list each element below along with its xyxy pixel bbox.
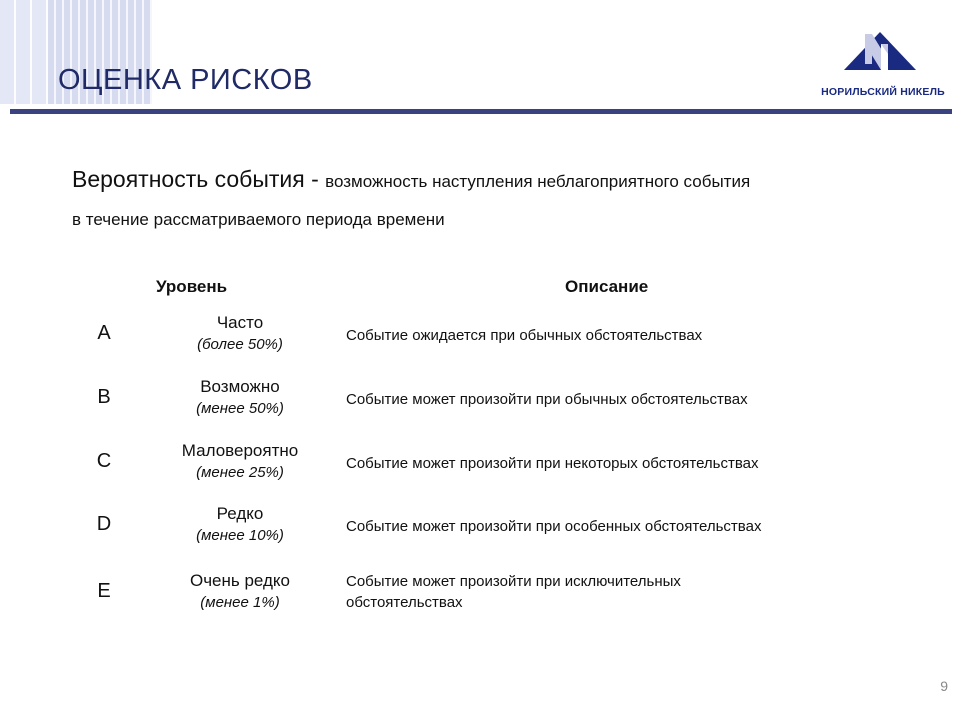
row-level-probability: (менее 1%) xyxy=(200,594,280,611)
row-level xyxy=(150,312,330,356)
row-level-name: Редко xyxy=(216,504,264,523)
row-level xyxy=(150,503,330,547)
row-description: Событие может произойти при особенных обстоятельствах xyxy=(346,518,762,535)
definition-line-1: возможность наступления неблагоприятного события xyxy=(325,172,751,191)
row-level-name: Очень редко xyxy=(189,571,291,590)
definition-line-2: в течение рассматриваемого периода времени xyxy=(72,210,445,229)
table-row xyxy=(0,376,960,436)
row-level xyxy=(150,376,330,420)
page-number: 9 xyxy=(940,678,948,694)
row-level xyxy=(150,570,330,614)
row-level-name: Маловероятно xyxy=(181,441,299,460)
row-code: C xyxy=(96,450,112,472)
logo-text: НОРИЛЬСКИЙ НИКЕЛЬ xyxy=(821,86,945,98)
row-description: Событие может произойти при исключительных обстоятельствах xyxy=(346,573,681,611)
row-level-probability: (более 50%) xyxy=(197,336,283,353)
row-level-probability: (менее 25%) xyxy=(196,464,284,481)
row-code: B xyxy=(97,386,111,408)
definition-term: Вероятность события - xyxy=(72,166,326,192)
row-code: E xyxy=(97,580,111,602)
row-code: A xyxy=(97,322,111,344)
row-description: Событие ожидается при обычных обстоятельствах xyxy=(346,327,703,344)
row-code: D xyxy=(96,513,112,535)
row-description: Событие может произойти при обычных обстоятельствах xyxy=(346,391,748,408)
title-rule xyxy=(10,109,952,114)
column-header-level: Уровень xyxy=(156,277,228,296)
decorative-grid-band xyxy=(0,0,48,104)
table-row xyxy=(0,440,960,500)
row-level-name: Возможно xyxy=(200,377,280,396)
slide-title: ОЦЕНКА РИСКОВ xyxy=(58,64,313,96)
row-level-probability: (менее 50%) xyxy=(196,400,284,417)
column-header-description: Описание xyxy=(565,277,649,296)
company-logo xyxy=(812,30,954,102)
row-description: Событие может произойти при некоторых обстоятельствах xyxy=(346,455,759,472)
definition-text xyxy=(72,160,932,239)
nornickel-logo-icon xyxy=(840,30,926,84)
table-row xyxy=(0,570,960,630)
row-level xyxy=(150,440,330,484)
table-row xyxy=(0,503,960,563)
table-row xyxy=(0,312,960,372)
row-level-probability: (менее 10%) xyxy=(196,527,284,544)
row-level-name: Часто xyxy=(216,313,264,332)
